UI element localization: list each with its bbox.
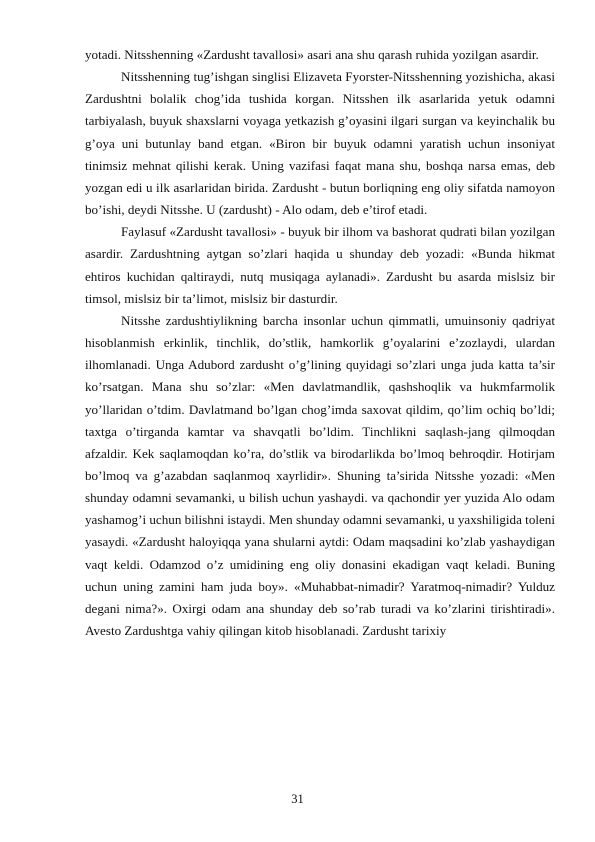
paragraph-elizaveta: Nitsshenning tug’ishgan singlisi Elizaveta Fyorster-Nitsshenning yozishicha, akasi Zardushtni bolalik chog’ida tushida korgan. Nitsshen ilk asarlarida yetuk odamni tarbiyalash, buyuk shaxslarni voyaga yetkazish g’oyasini ilgari surgan va keyinchalik bu g’oya uni butunlay band etgan. «Biron bir buyuk odamni yaratish uchun insoniyat tinimsiz mehnat qilishi kerak. Uning vazifasi faqat mana shu, boshqa narsa emas, deb yozgan edi u ilk asarlaridan birida. Zardusht - butun borliqning eng oliy sifatda namoyon bo’ishi, deydi Nitsshe. U (zardusht) - Alo odam, deb e’tirof etadi. [85, 69, 555, 218]
document-body [85, 44, 555, 642]
paragraph-faylasuf: Faylasuf «Zardusht tavallosi» - buyuk bir ilhom va bashorat qudrati bilan yozilgan asardir. Zardushtning aytgan so’zlari haqida u shunday deb yozadi: «Bunda hikmat ehtiros kuchidan qaltiraydi, nutq musiqaga aylanadi». Zardusht bu asarda mislsiz bir timsol, mislsiz bir ta’limot, mislsiz bir dasturdir. [85, 224, 555, 306]
page-number: 31 [291, 792, 304, 806]
paragraph-nitsshe-zardushtiylik: Nitsshe zardushtiylikning barcha insonlar uchun qimmatli, umuinsoniy qadriyat hisoblanmish erkinlik, tinchlik, do’stlik, hamkorlik g’oyalarini e’zozlaydi, ulardan ilhomlanadi. Unga Adubord zardusht o’g’lining quyidagi so’zlari unga juda katta ta’sir ko’rsatgan. Mana shu so’zlar: «Men davlatmandlik, qashshoqlik va hukmfarmolik yo’llaridan o’tdim. Davlatmand bo’lgan chog’imda saxovat qildim, qo’lim ochiq bo’ldi; taxtga o’tirganda kamtar va shavqatli bo’ldim. Tinchlikni saqlash-jang qilmoqdan afzaldir. Kek saqlamoqdan ko’ra, do’stlik va birodarlikda bo’lmoq behroqdir. Hotirjam bo’lmoq va g’azabdan saqlanmoq xayrlidir». Shuning ta’sirida Nitsshe yozadi: «Men shunday odamni sevamanki, u bilish uchun yashaydi. va qachondir yer yuzida Alo odam yashamog’i uchun bilishni istaydi. Men shunday odamni sevamanki, u yaxshiligida toleni yasaydi. «Zardusht haloyiqqa yana shularni aytdi: Odam maqsadini ko’zlab yashaydigan vaqt keldi. Odamzod o’z umidining eng oliy donasini ekadigan vaqt keladi. Buning uchun uning zamini ham juda boy». «Muhabbat-nimadir? Yaratmoq-nimadir? Yulduz degani nima?». Oxirgi odam ana shunday deb so’rab turadi va ko’zlarini tirishtiradi». Avesto Zardushtga vahiy qilingan kitob hisoblanadi. Zardusht tarixiy [85, 312, 555, 639]
paragraph-continuation: yotadi. Nitsshenning «Zardusht tavallosi» asari ana shu qarash ruhida yozilgan asardir. [85, 47, 539, 62]
